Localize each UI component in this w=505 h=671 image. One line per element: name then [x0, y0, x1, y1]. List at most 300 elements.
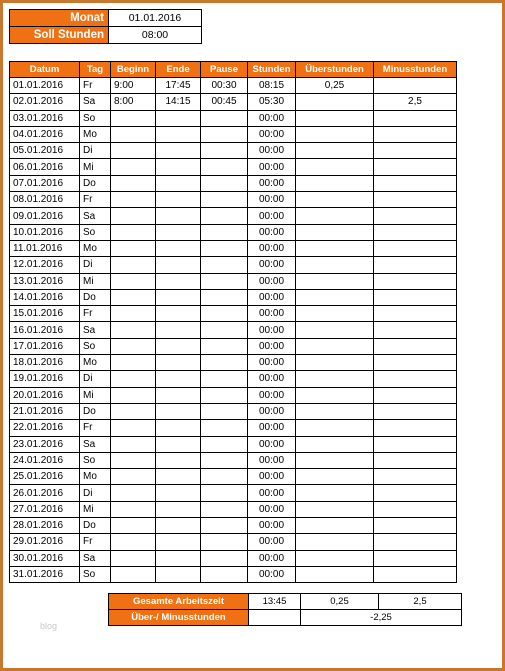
- hours-cell[interactable]: 00:00: [248, 192, 296, 208]
- minus-cell[interactable]: [374, 126, 457, 142]
- weekday-cell[interactable]: Mo: [80, 240, 111, 256]
- end-cell[interactable]: [156, 289, 201, 305]
- start-cell[interactable]: [111, 387, 156, 403]
- date-cell[interactable]: 11.01.2016: [10, 240, 80, 256]
- weekday-cell[interactable]: Sa: [80, 436, 111, 452]
- weekday-cell[interactable]: Mi: [80, 273, 111, 289]
- overtime-cell[interactable]: [296, 436, 374, 452]
- start-cell[interactable]: [111, 322, 156, 338]
- table-row: [10, 469, 457, 485]
- weekday-cell[interactable]: So: [80, 110, 111, 126]
- hours-cell[interactable]: 00:00: [248, 306, 296, 322]
- end-cell[interactable]: [156, 485, 201, 501]
- overtime-cell[interactable]: [296, 534, 374, 550]
- weekday-cell[interactable]: Do: [80, 175, 111, 191]
- start-cell[interactable]: 8:00: [111, 94, 156, 110]
- column-header-tag: Tag: [80, 62, 111, 78]
- hours-cell[interactable]: 00:00: [248, 240, 296, 256]
- hours-cell[interactable]: 00:00: [248, 257, 296, 273]
- overtime-cell[interactable]: [296, 485, 374, 501]
- overtime-cell[interactable]: [296, 289, 374, 305]
- table-header-row: [10, 62, 457, 78]
- table-row: [10, 78, 457, 94]
- overtime-cell[interactable]: [296, 322, 374, 338]
- overtime-cell[interactable]: [296, 371, 374, 387]
- hours-cell[interactable]: 00:00: [248, 322, 296, 338]
- weekday-cell[interactable]: Fr: [80, 78, 111, 94]
- pause-cell[interactable]: [201, 110, 248, 126]
- pause-cell[interactable]: [201, 306, 248, 322]
- overtime-cell[interactable]: [296, 208, 374, 224]
- weekday-cell[interactable]: Do: [80, 518, 111, 534]
- weekday-cell[interactable]: Sa: [80, 208, 111, 224]
- date-cell[interactable]: 13.01.2016: [10, 273, 80, 289]
- table-row: [10, 257, 457, 273]
- balance-value[interactable]: -2,25: [301, 610, 462, 626]
- weekday-cell[interactable]: Di: [80, 257, 111, 273]
- pause-cell[interactable]: [201, 534, 248, 550]
- table-row: [10, 143, 457, 159]
- date-cell[interactable]: 21.01.2016: [10, 403, 80, 419]
- end-cell[interactable]: [156, 534, 201, 550]
- overtime-cell[interactable]: 0,25: [296, 78, 374, 94]
- date-cell[interactable]: 24.01.2016: [10, 452, 80, 468]
- table-row: [10, 289, 457, 305]
- overtime-cell[interactable]: [296, 420, 374, 436]
- end-cell[interactable]: [156, 322, 201, 338]
- minus-cell[interactable]: [374, 143, 457, 159]
- overtime-cell[interactable]: [296, 403, 374, 419]
- table-row: [10, 485, 457, 501]
- start-cell[interactable]: [111, 550, 156, 566]
- pause-cell[interactable]: [201, 224, 248, 240]
- start-cell[interactable]: [111, 289, 156, 305]
- end-cell[interactable]: [156, 240, 201, 256]
- overtime-cell[interactable]: [296, 273, 374, 289]
- end-cell[interactable]: [156, 159, 201, 175]
- end-cell[interactable]: [156, 403, 201, 419]
- pause-cell[interactable]: [201, 436, 248, 452]
- pause-cell[interactable]: 00:30: [201, 78, 248, 94]
- balance-spacer-cell[interactable]: [249, 610, 301, 626]
- table-row: [10, 534, 457, 550]
- start-cell[interactable]: [111, 403, 156, 419]
- overtime-cell[interactable]: [296, 192, 374, 208]
- pause-cell[interactable]: [201, 192, 248, 208]
- end-cell[interactable]: [156, 192, 201, 208]
- table-row: [10, 240, 457, 256]
- overtime-cell[interactable]: [296, 110, 374, 126]
- weekday-cell[interactable]: Fr: [80, 306, 111, 322]
- start-cell[interactable]: [111, 306, 156, 322]
- hours-cell[interactable]: 00:00: [248, 224, 296, 240]
- end-cell[interactable]: [156, 110, 201, 126]
- hours-cell[interactable]: 00:00: [248, 518, 296, 534]
- overtime-cell[interactable]: [296, 94, 374, 110]
- month-header: [9, 9, 202, 44]
- date-cell[interactable]: 22.01.2016: [10, 420, 80, 436]
- table-body: [10, 78, 457, 583]
- table-row: [10, 94, 457, 110]
- table-row: [10, 338, 457, 354]
- minus-cell[interactable]: [374, 338, 457, 354]
- month-value[interactable]: 01.01.2016: [109, 10, 202, 27]
- date-cell[interactable]: 20.01.2016: [10, 387, 80, 403]
- weekday-cell[interactable]: Di: [80, 143, 111, 159]
- overtime-cell[interactable]: [296, 175, 374, 191]
- weekday-cell[interactable]: Sa: [80, 322, 111, 338]
- weekday-cell[interactable]: Do: [80, 403, 111, 419]
- overtime-cell[interactable]: [296, 240, 374, 256]
- minus-cell[interactable]: [374, 387, 457, 403]
- weekday-cell[interactable]: Mi: [80, 387, 111, 403]
- hours-cell[interactable]: 08:15: [248, 78, 296, 94]
- date-cell[interactable]: 04.01.2016: [10, 126, 80, 142]
- table-row: [10, 208, 457, 224]
- minus-cell[interactable]: [374, 452, 457, 468]
- weekday-cell[interactable]: Mi: [80, 159, 111, 175]
- date-cell[interactable]: 03.01.2016: [10, 110, 80, 126]
- overtime-cell[interactable]: [296, 518, 374, 534]
- column-header-datum: Datum: [10, 62, 80, 78]
- start-cell[interactable]: [111, 240, 156, 256]
- table-row: [10, 192, 457, 208]
- end-cell[interactable]: [156, 175, 201, 191]
- start-cell[interactable]: [111, 420, 156, 436]
- start-cell[interactable]: [111, 175, 156, 191]
- minus-cell[interactable]: [374, 175, 457, 191]
- weekday-cell[interactable]: Fr: [80, 420, 111, 436]
- pause-cell[interactable]: [201, 159, 248, 175]
- end-cell[interactable]: [156, 338, 201, 354]
- weekday-cell[interactable]: Fr: [80, 534, 111, 550]
- overtime-cell[interactable]: [296, 224, 374, 240]
- column-header-stunden: Stunden: [248, 62, 296, 78]
- end-cell[interactable]: [156, 306, 201, 322]
- start-cell[interactable]: [111, 452, 156, 468]
- hours-cell[interactable]: 00:00: [248, 175, 296, 191]
- date-cell[interactable]: 07.01.2016: [10, 175, 80, 191]
- pause-cell[interactable]: [201, 355, 248, 371]
- start-cell[interactable]: [111, 159, 156, 175]
- start-cell[interactable]: [111, 469, 156, 485]
- summary-table: [108, 593, 462, 626]
- date-cell[interactable]: 23.01.2016: [10, 436, 80, 452]
- hours-cell[interactable]: 00:00: [248, 501, 296, 517]
- minus-cell[interactable]: [374, 110, 457, 126]
- date-cell[interactable]: 25.01.2016: [10, 469, 80, 485]
- end-cell[interactable]: [156, 208, 201, 224]
- pause-cell[interactable]: [201, 143, 248, 159]
- column-header-ueberstunden: Überstunden: [296, 62, 374, 78]
- hours-cell[interactable]: 00:00: [248, 452, 296, 468]
- target-hours-value[interactable]: 08:00: [109, 27, 202, 44]
- hours-cell[interactable]: 00:00: [248, 566, 296, 582]
- date-cell[interactable]: 31.01.2016: [10, 566, 80, 582]
- hours-cell[interactable]: 00:00: [248, 534, 296, 550]
- pause-cell[interactable]: [201, 452, 248, 468]
- minus-cell[interactable]: [374, 420, 457, 436]
- date-cell[interactable]: 14.01.2016: [10, 289, 80, 305]
- hours-cell[interactable]: 05:30: [248, 94, 296, 110]
- date-cell[interactable]: 27.01.2016: [10, 501, 80, 517]
- minus-cell[interactable]: [374, 257, 457, 273]
- table-row: [10, 550, 457, 566]
- start-cell[interactable]: [111, 208, 156, 224]
- pause-cell[interactable]: [201, 403, 248, 419]
- hours-cell[interactable]: 00:00: [248, 273, 296, 289]
- minus-cell[interactable]: [374, 273, 457, 289]
- end-cell[interactable]: [156, 436, 201, 452]
- pause-cell[interactable]: [201, 126, 248, 142]
- weekday-cell[interactable]: Sa: [80, 94, 111, 110]
- overtime-cell[interactable]: [296, 143, 374, 159]
- weekday-cell[interactable]: Di: [80, 371, 111, 387]
- pause-cell[interactable]: [201, 175, 248, 191]
- pause-cell[interactable]: [201, 289, 248, 305]
- weekday-cell[interactable]: Mo: [80, 355, 111, 371]
- hours-cell[interactable]: 00:00: [248, 208, 296, 224]
- start-cell[interactable]: [111, 338, 156, 354]
- end-cell[interactable]: [156, 224, 201, 240]
- minus-cell[interactable]: [374, 534, 457, 550]
- date-cell[interactable]: 08.01.2016: [10, 192, 80, 208]
- table-row: [10, 306, 457, 322]
- pause-cell[interactable]: [201, 387, 248, 403]
- overtime-cell[interactable]: [296, 469, 374, 485]
- end-cell[interactable]: 14:15: [156, 94, 201, 110]
- date-cell[interactable]: 12.01.2016: [10, 257, 80, 273]
- overtime-cell[interactable]: [296, 501, 374, 517]
- minus-cell[interactable]: [374, 403, 457, 419]
- column-header-beginn: Beginn: [111, 62, 156, 78]
- weekday-cell[interactable]: So: [80, 566, 111, 582]
- total-minus-value[interactable]: 2,5: [379, 594, 462, 610]
- end-cell[interactable]: [156, 273, 201, 289]
- date-cell[interactable]: 06.01.2016: [10, 159, 80, 175]
- table-row: [10, 371, 457, 387]
- overtime-cell[interactable]: [296, 387, 374, 403]
- pause-cell[interactable]: [201, 257, 248, 273]
- table-row: [10, 175, 457, 191]
- pause-cell[interactable]: [201, 501, 248, 517]
- table-row: [10, 501, 457, 517]
- start-cell[interactable]: [111, 110, 156, 126]
- start-cell[interactable]: [111, 534, 156, 550]
- end-cell[interactable]: [156, 371, 201, 387]
- start-cell[interactable]: [111, 257, 156, 273]
- minus-cell[interactable]: [374, 224, 457, 240]
- overtime-cell[interactable]: [296, 257, 374, 273]
- date-cell[interactable]: 10.01.2016: [10, 224, 80, 240]
- pause-cell[interactable]: [201, 566, 248, 582]
- table-row: [10, 224, 457, 240]
- hours-cell[interactable]: 00:00: [248, 403, 296, 419]
- table-row: [10, 452, 457, 468]
- pause-cell[interactable]: [201, 518, 248, 534]
- pause-cell[interactable]: 00:45: [201, 94, 248, 110]
- minus-cell[interactable]: [374, 159, 457, 175]
- start-cell[interactable]: [111, 273, 156, 289]
- minus-cell[interactable]: [374, 518, 457, 534]
- end-cell[interactable]: [156, 518, 201, 534]
- end-cell[interactable]: 17:45: [156, 78, 201, 94]
- hours-cell[interactable]: 00:00: [248, 159, 296, 175]
- weekday-cell[interactable]: Sa: [80, 550, 111, 566]
- weekday-cell[interactable]: Do: [80, 289, 111, 305]
- column-header-ende: Ende: [156, 62, 201, 78]
- date-cell[interactable]: 05.01.2016: [10, 143, 80, 159]
- start-cell[interactable]: [111, 126, 156, 142]
- minus-cell[interactable]: [374, 240, 457, 256]
- hours-cell[interactable]: 00:00: [248, 110, 296, 126]
- end-cell[interactable]: [156, 469, 201, 485]
- minus-cell[interactable]: [374, 289, 457, 305]
- overtime-cell[interactable]: [296, 550, 374, 566]
- overtime-cell[interactable]: [296, 159, 374, 175]
- date-cell[interactable]: 17.01.2016: [10, 338, 80, 354]
- weekday-cell[interactable]: Di: [80, 485, 111, 501]
- minus-cell[interactable]: [374, 355, 457, 371]
- date-cell[interactable]: 26.01.2016: [10, 485, 80, 501]
- end-cell[interactable]: [156, 550, 201, 566]
- column-header-pause: Pause: [201, 62, 248, 78]
- pause-cell[interactable]: [201, 273, 248, 289]
- end-cell[interactable]: [156, 566, 201, 582]
- hours-cell[interactable]: 00:00: [248, 355, 296, 371]
- column-header-minusstunden: Minusstunden: [374, 62, 457, 78]
- pause-cell[interactable]: [201, 371, 248, 387]
- date-cell[interactable]: 01.01.2016: [10, 78, 80, 94]
- hours-cell[interactable]: 00:00: [248, 143, 296, 159]
- pause-cell[interactable]: [201, 322, 248, 338]
- pause-cell[interactable]: [201, 420, 248, 436]
- target-hours-label: Soll Stunden: [10, 27, 109, 44]
- weekday-cell[interactable]: Mo: [80, 126, 111, 142]
- weekday-cell[interactable]: Fr: [80, 192, 111, 208]
- hours-cell[interactable]: 00:00: [248, 289, 296, 305]
- table-row: [10, 403, 457, 419]
- date-cell[interactable]: 19.01.2016: [10, 371, 80, 387]
- hours-cell[interactable]: 00:00: [248, 371, 296, 387]
- start-cell[interactable]: [111, 192, 156, 208]
- start-cell[interactable]: [111, 518, 156, 534]
- end-cell[interactable]: [156, 257, 201, 273]
- date-cell[interactable]: 16.01.2016: [10, 322, 80, 338]
- end-cell[interactable]: [156, 126, 201, 142]
- date-cell[interactable]: 09.01.2016: [10, 208, 80, 224]
- overtime-cell[interactable]: [296, 306, 374, 322]
- date-cell[interactable]: 30.01.2016: [10, 550, 80, 566]
- pause-cell[interactable]: [201, 208, 248, 224]
- weekday-cell[interactable]: Mi: [80, 501, 111, 517]
- overtime-cell[interactable]: [296, 566, 374, 582]
- overtime-cell[interactable]: [296, 452, 374, 468]
- end-cell[interactable]: [156, 452, 201, 468]
- date-cell[interactable]: 18.01.2016: [10, 355, 80, 371]
- start-cell[interactable]: [111, 371, 156, 387]
- end-cell[interactable]: [156, 387, 201, 403]
- table-row: [10, 322, 457, 338]
- hours-cell[interactable]: 00:00: [248, 436, 296, 452]
- start-cell[interactable]: [111, 224, 156, 240]
- hours-cell[interactable]: 00:00: [248, 338, 296, 354]
- overtime-cell[interactable]: [296, 126, 374, 142]
- table-row: [10, 273, 457, 289]
- weekday-cell[interactable]: So: [80, 338, 111, 354]
- minus-cell[interactable]: [374, 371, 457, 387]
- minus-cell[interactable]: [374, 208, 457, 224]
- end-cell[interactable]: [156, 143, 201, 159]
- pause-cell[interactable]: [201, 338, 248, 354]
- balance-label: Über-/ Minusstunden: [109, 610, 249, 626]
- start-cell[interactable]: [111, 501, 156, 517]
- pause-cell[interactable]: [201, 550, 248, 566]
- minus-cell[interactable]: [374, 192, 457, 208]
- table-row: [10, 126, 457, 142]
- minus-cell[interactable]: [374, 78, 457, 94]
- start-cell[interactable]: 9:00: [111, 78, 156, 94]
- pause-cell[interactable]: [201, 469, 248, 485]
- pause-cell[interactable]: [201, 240, 248, 256]
- hours-cell[interactable]: 00:00: [248, 485, 296, 501]
- hours-cell[interactable]: 00:00: [248, 387, 296, 403]
- minus-cell[interactable]: [374, 436, 457, 452]
- start-cell[interactable]: [111, 436, 156, 452]
- watermark: blog: [40, 621, 58, 631]
- minus-cell[interactable]: [374, 306, 457, 322]
- hours-cell[interactable]: 00:00: [248, 550, 296, 566]
- end-cell[interactable]: [156, 420, 201, 436]
- date-cell[interactable]: 15.01.2016: [10, 306, 80, 322]
- table-row: [10, 518, 457, 534]
- hours-cell[interactable]: 00:00: [248, 420, 296, 436]
- date-cell[interactable]: 28.01.2016: [10, 518, 80, 534]
- pause-cell[interactable]: [201, 485, 248, 501]
- minus-cell[interactable]: 2,5: [374, 94, 457, 110]
- total-worktime-label: Gesamte Arbeitszeit: [109, 594, 249, 610]
- minus-cell[interactable]: [374, 469, 457, 485]
- weekday-cell[interactable]: So: [80, 224, 111, 240]
- table-row: [10, 355, 457, 371]
- start-cell[interactable]: [111, 355, 156, 371]
- start-cell[interactable]: [111, 143, 156, 159]
- minus-cell[interactable]: [374, 485, 457, 501]
- weekday-cell[interactable]: Mo: [80, 469, 111, 485]
- end-cell[interactable]: [156, 501, 201, 517]
- total-hours-value[interactable]: 13:45: [249, 594, 301, 610]
- hours-cell[interactable]: 00:00: [248, 126, 296, 142]
- table-row: [10, 387, 457, 403]
- overtime-cell[interactable]: [296, 338, 374, 354]
- month-label: Monat: [10, 10, 109, 27]
- date-cell[interactable]: 02.01.2016: [10, 94, 80, 110]
- total-overtime-value[interactable]: 0,25: [301, 594, 379, 610]
- minus-cell[interactable]: [374, 322, 457, 338]
- start-cell[interactable]: [111, 485, 156, 501]
- start-cell[interactable]: [111, 566, 156, 582]
- date-cell[interactable]: 29.01.2016: [10, 534, 80, 550]
- table-row: [10, 420, 457, 436]
- minus-cell[interactable]: [374, 550, 457, 566]
- table-row: [10, 436, 457, 452]
- weekday-cell[interactable]: So: [80, 452, 111, 468]
- end-cell[interactable]: [156, 355, 201, 371]
- overtime-cell[interactable]: [296, 355, 374, 371]
- minus-cell[interactable]: [374, 566, 457, 582]
- minus-cell[interactable]: [374, 501, 457, 517]
- hours-cell[interactable]: 00:00: [248, 469, 296, 485]
